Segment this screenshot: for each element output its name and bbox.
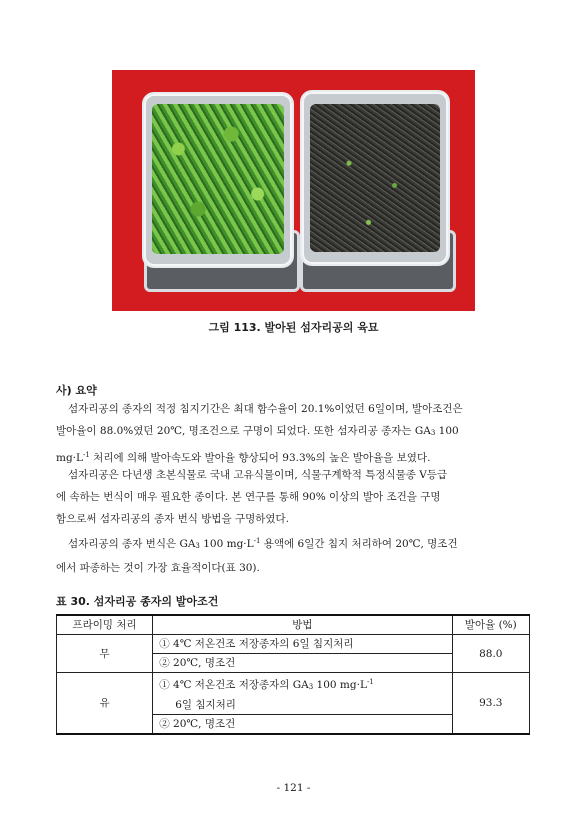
- summary-paragraph-3: [56, 530, 534, 579]
- subscript: 3: [308, 683, 314, 691]
- table-header-row: [57, 615, 530, 635]
- summary-paragraph-2: [56, 464, 534, 530]
- paragraph-text: 100 mg·L: [199, 538, 254, 550]
- seedling-photo: [112, 70, 475, 311]
- rate-cell: 88.0: [452, 635, 529, 673]
- germination-table: [56, 614, 530, 735]
- method-text: ① 4℃ 저온건조 저장종자의 GA: [159, 679, 309, 691]
- header-method: 방법: [153, 615, 452, 635]
- paragraph-line: 에 속하는 번식이 매우 필요한 종이다. 본 연구를 통해 90% 이상의 발아 조건을 구명: [56, 491, 441, 503]
- summary-paragraph-1: [56, 398, 534, 469]
- table-row: [57, 635, 530, 654]
- header-rate: 발아율 (%): [452, 615, 529, 635]
- rate-cell: 93.3: [452, 673, 529, 735]
- paragraph-line: 에서 파종하는 것이 가장 효율적이다(표 30).: [56, 562, 260, 574]
- priming-cell: 무: [57, 635, 153, 673]
- right-seedling-tray: [300, 90, 450, 266]
- method-cell: ① 4℃ 저온건조 저장종자의 6일 침지처리: [153, 635, 452, 654]
- table-title: 표 30. 섬자리공 종자의 발아조건: [56, 595, 219, 608]
- method-text: 100 mg·L: [313, 679, 367, 691]
- page-number: - 121 -: [276, 782, 311, 794]
- paragraph-line: [56, 530, 534, 557]
- paragraph-line: 섬자리공은 다년생 초본식물로 국내 고유식물이며, 식물구계학적 특정식물종 V등급: [68, 469, 448, 481]
- paragraph-text: 100: [435, 425, 459, 437]
- superscript: -1: [83, 451, 90, 459]
- header-priming: 프라이밍 처리: [57, 615, 153, 635]
- dense-seedlings: [152, 104, 284, 254]
- table-row: [57, 673, 530, 697]
- subscript: 3: [195, 542, 200, 550]
- superscript: -1: [366, 678, 374, 686]
- left-seedling-tray: [142, 92, 294, 268]
- figure-caption: 그림 113. 발아된 섬자리공의 육묘: [208, 321, 379, 334]
- paragraph-text: 처리에 의해 발아속도와 발아율 향상되어 93.3%의 높은 발아율을 보였다.: [93, 452, 431, 464]
- subscript: 3: [430, 429, 436, 437]
- method-cell: 6일 침지처리: [153, 696, 452, 715]
- paragraph-text: 용액에 6일간 침지 처리하여 20℃, 명조건: [260, 538, 458, 550]
- method-cell: ② 20℃, 명조건: [153, 715, 452, 735]
- paragraph-line: 섬자리공의 종자의 적정 침지기간은 최대 함수율이 20.1%이었던 6일이며, 발아조건은: [68, 403, 463, 415]
- priming-cell: 유: [57, 673, 153, 735]
- paragraph-text: mg·L: [56, 452, 83, 464]
- method-cell: ② 20℃, 명조건: [153, 654, 452, 673]
- sparse-seedlings: [310, 104, 440, 252]
- superscript: -1: [253, 537, 261, 545]
- section-title: 사) 요약: [56, 384, 97, 397]
- method-cell: [153, 673, 452, 697]
- paragraph-text: 섬자리공의 종자 번식은 GA: [68, 538, 196, 550]
- paragraph-line: [56, 420, 534, 444]
- paragraph-line: 함으로써 섬자리공의 종자 번식 방법을 구명하였다.: [56, 513, 290, 525]
- paragraph-text: 발아율이 88.0%였던 20℃, 명조건으로 구명이 되었다. 또한 섬자리공 종자는 GA: [56, 425, 431, 437]
